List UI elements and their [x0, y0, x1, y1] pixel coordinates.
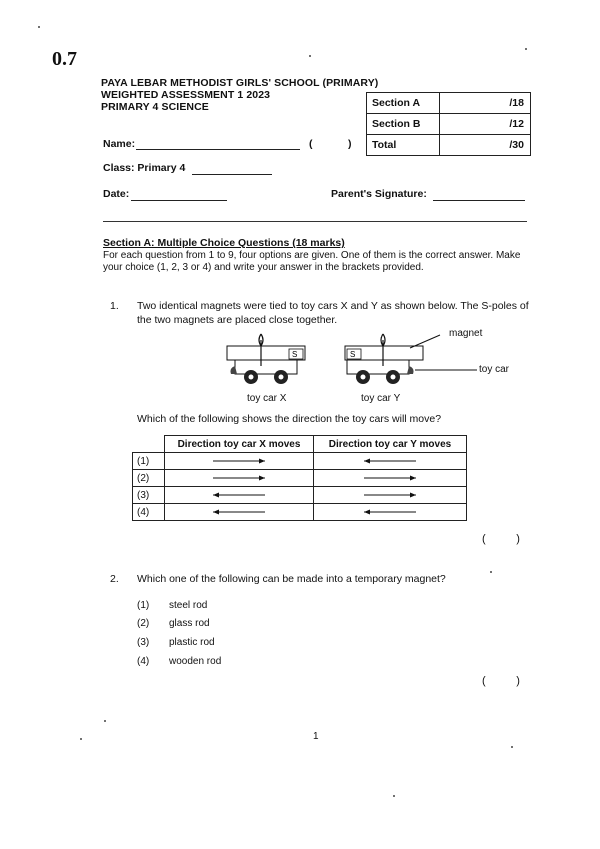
arrow-cell [314, 470, 467, 487]
option-number: (1) [133, 453, 165, 470]
column-header-y: Direction toy car Y moves [314, 436, 467, 453]
pole-s-label-x: S [292, 350, 298, 359]
magnet-label: magnet [449, 328, 483, 339]
score-label: Section A [367, 93, 440, 114]
q2-option-text: glass rod [169, 618, 210, 629]
arrow-right-icon [314, 471, 466, 485]
table-row [133, 487, 467, 504]
toy-car-label: toy car [479, 364, 510, 375]
toy-car-y [345, 334, 423, 384]
arrow-cell [314, 504, 467, 521]
score-value: /30 [440, 135, 531, 156]
toy-car-y-caption: toy car Y [361, 393, 401, 404]
scan-speck [309, 55, 311, 57]
scan-speck [104, 720, 106, 722]
name-label: Name: [103, 138, 136, 150]
q2-answer-brackets[interactable]: ( ) [482, 675, 520, 687]
section-a-instructions: For each question from 1 to 9, four options are given. One of them is the correct answer. Make your choice (1, 2, 3 or 4) and write your answer in the brackets provided. [103, 250, 521, 273]
page-number: 1 [313, 731, 319, 742]
q1-prompt: Which of the following shows the direction the toy cars will move? [137, 413, 442, 425]
register-paren-close: ) [348, 138, 352, 150]
arrow-right-icon [165, 454, 313, 468]
signature-input-line[interactable] [433, 190, 525, 201]
score-row [367, 93, 531, 114]
table-row [133, 470, 467, 487]
scan-speck [511, 746, 513, 748]
arrow-cell [165, 504, 314, 521]
toy-car-x-caption: toy car X [247, 393, 287, 404]
corner-mark: 0.7 [52, 48, 77, 70]
option-number: (2) [133, 470, 165, 487]
option-number: (3) [133, 487, 165, 504]
date-input-line[interactable] [131, 190, 227, 201]
name-input-line[interactable] [136, 139, 300, 150]
register-paren-open: ( [309, 138, 313, 150]
score-label: Total [367, 135, 440, 156]
q2-option-number: (4) [137, 656, 150, 667]
magnet-pointer-line [410, 335, 440, 348]
arrow-right-icon [314, 488, 466, 502]
score-value: /12 [440, 114, 531, 135]
car-body-x [235, 360, 297, 374]
score-value: /18 [440, 93, 531, 114]
arrow-right-icon [165, 471, 313, 485]
car-body-y [347, 360, 409, 374]
class-input-line[interactable] [192, 164, 272, 175]
arrow-cell [165, 487, 314, 504]
subject-title: PRIMARY 4 SCIENCE [101, 101, 209, 113]
q1-number: 1. [110, 300, 119, 312]
assessment-title: WEIGHTED ASSESSMENT 1 2023 [101, 89, 271, 101]
direction-table [132, 435, 467, 521]
scan-speck [525, 48, 527, 50]
date-label: Date: [103, 188, 130, 200]
scan-speck [393, 795, 395, 797]
arrow-cell [314, 487, 467, 504]
class-label: Class: Primary 4 [103, 162, 186, 174]
q1-text: Two identical magnets were tied to toy cars X and Y as shown below. The S-poles of the two magnets are placed close together. [137, 300, 529, 326]
score-row [367, 114, 531, 135]
arrow-left-icon [314, 454, 466, 468]
q2-option-text: plastic rod [169, 637, 215, 648]
score-label: Section B [367, 114, 440, 135]
q1-answer-brackets[interactable]: ( ) [482, 533, 520, 545]
arrow-left-icon [165, 505, 313, 519]
school-name: PAYA LEBAR METHODIST GIRLS' SCHOOL (PRIMARY) [101, 77, 379, 89]
table-row [133, 504, 467, 521]
arrow-cell [314, 453, 467, 470]
arrow-left-icon [314, 505, 466, 519]
q2-option-number: (1) [137, 600, 150, 611]
parent-signature-label: Parent's Signature: [331, 188, 427, 200]
arrow-cell [165, 470, 314, 487]
q2-option-number: (3) [137, 637, 150, 648]
scan-speck [80, 738, 82, 740]
table-row [133, 453, 467, 470]
column-header-x: Direction toy car X moves [165, 436, 314, 453]
q2-option-text: wooden rod [169, 656, 222, 667]
magnet-cars-diagram [225, 330, 525, 392]
toy-car-x [227, 334, 305, 384]
q2-option-number: (2) [137, 618, 150, 629]
pole-s-label-y: S [350, 350, 356, 359]
score-row [367, 135, 531, 156]
divider [103, 221, 527, 222]
section-a-title: Section A: Multiple Choice Questions (18 marks) [103, 237, 345, 249]
option-number: (4) [133, 504, 165, 521]
score-table [366, 92, 531, 156]
q2-number: 2. [110, 573, 119, 585]
arrow-cell [165, 453, 314, 470]
q2-text: Which one of the following can be made into a temporary magnet? [137, 573, 446, 585]
scan-speck [490, 571, 492, 573]
q2-option-text: steel rod [169, 600, 208, 611]
scan-speck [38, 26, 40, 28]
arrow-left-icon [165, 488, 313, 502]
